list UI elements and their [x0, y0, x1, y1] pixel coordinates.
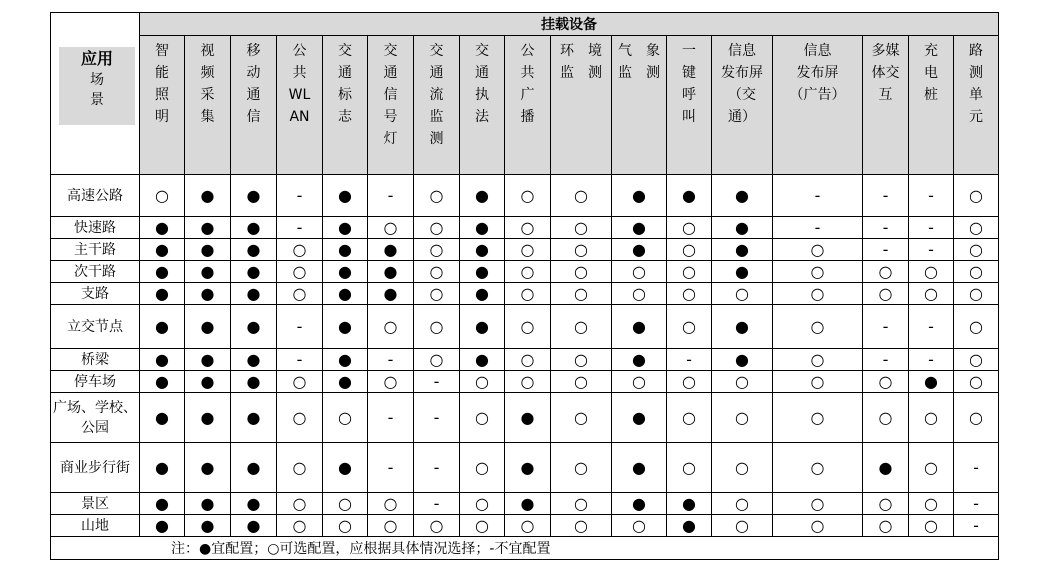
config-cell: ●	[712, 305, 773, 349]
config-cell: ○	[551, 283, 612, 305]
config-cell: ○	[612, 283, 667, 305]
config-cell: ○	[277, 493, 323, 515]
column-header: 交 通 执 法	[460, 36, 505, 175]
config-cell: ●	[185, 349, 231, 371]
scene-label: 快速路	[51, 217, 140, 239]
column-header: 信息 发布屏 （广告）	[773, 36, 863, 175]
column-header: 公 共 广 播	[505, 36, 551, 175]
config-cell: ●	[140, 217, 185, 239]
scene-label: 次干路	[51, 261, 140, 283]
group-title: 挂载设备	[140, 13, 999, 36]
config-cell: ○	[368, 371, 414, 393]
config-cell: ●	[667, 175, 712, 217]
config-cell: ○	[954, 261, 999, 283]
config-cell: ●	[231, 175, 277, 217]
config-cell: ○	[505, 283, 551, 305]
config-cell: ○	[551, 349, 612, 371]
config-cell: ●	[909, 371, 954, 393]
scene-label: 主干路	[51, 239, 140, 261]
config-cell: ●	[231, 305, 277, 349]
config-cell: ○	[909, 393, 954, 443]
config-cell: ○	[667, 217, 712, 239]
config-cell: ○	[954, 217, 999, 239]
config-cell: ○	[460, 515, 505, 537]
config-cell: ●	[140, 305, 185, 349]
column-header: 移 动 通 信	[231, 36, 277, 175]
column-header: 交 通 流 监 测	[414, 36, 460, 175]
scene-label: 停车场	[51, 371, 140, 393]
config-cell: ○	[505, 239, 551, 261]
table-row	[51, 217, 999, 239]
config-cell: ○	[909, 261, 954, 283]
config-cell: ○	[323, 393, 368, 443]
column-header: 智 能 照 明	[140, 36, 185, 175]
config-cell: ●	[140, 349, 185, 371]
config-cell: ○	[667, 283, 712, 305]
config-cell: -	[368, 393, 414, 443]
config-cell: -	[277, 305, 323, 349]
config-cell: ○	[551, 443, 612, 493]
config-cell: ●	[185, 515, 231, 537]
config-cell: -	[368, 349, 414, 371]
config-cell: ●	[712, 261, 773, 283]
config-cell: ●	[712, 217, 773, 239]
config-cell: ●	[460, 175, 505, 217]
config-cell: ○	[773, 371, 863, 393]
config-cell: ○	[551, 175, 612, 217]
config-cell: ●	[140, 283, 185, 305]
config-cell: ○	[773, 283, 863, 305]
config-cell: -	[414, 493, 460, 515]
config-cell: ●	[231, 217, 277, 239]
config-cell: ○	[863, 515, 909, 537]
config-cell: -	[773, 217, 863, 239]
config-cell: ●	[140, 371, 185, 393]
config-cell: ●	[612, 493, 667, 515]
table-row	[51, 305, 999, 349]
config-cell: ●	[505, 493, 551, 515]
config-cell: ●	[140, 239, 185, 261]
config-cell: ○	[667, 371, 712, 393]
config-cell: ○	[460, 443, 505, 493]
config-cell: ○	[551, 493, 612, 515]
config-cell: -	[277, 217, 323, 239]
config-cell: ○	[414, 515, 460, 537]
table-row	[51, 283, 999, 305]
config-cell: ○	[773, 239, 863, 261]
config-cell: ●	[185, 175, 231, 217]
config-cell: ○	[277, 443, 323, 493]
config-cell: ●	[185, 371, 231, 393]
scene-label: 广场、学校、公园	[51, 393, 140, 443]
config-cell: ○	[909, 443, 954, 493]
config-cell: ●	[323, 371, 368, 393]
config-cell: ○	[277, 283, 323, 305]
table-row	[51, 349, 999, 371]
config-cell: -	[277, 175, 323, 217]
config-cell: ○	[667, 443, 712, 493]
scene-label: 高速公路	[51, 175, 140, 217]
config-cell: -	[909, 349, 954, 371]
config-cell: ●	[612, 239, 667, 261]
column-header: 交 通 信 号 灯	[368, 36, 414, 175]
config-cell: ●	[460, 261, 505, 283]
config-cell: ●	[460, 349, 505, 371]
config-cell: ○	[277, 239, 323, 261]
legend-note: 注：●宜配置；○可选配置，应根据具体情况选择；-不宜配置	[51, 537, 999, 560]
config-cell: ○	[667, 239, 712, 261]
config-cell: -	[414, 393, 460, 443]
scene-label-line3: 景	[90, 92, 104, 108]
config-cell: -	[414, 371, 460, 393]
table-row	[51, 261, 999, 283]
config-cell: ●	[368, 283, 414, 305]
config-cell: -	[667, 349, 712, 371]
config-cell: ○	[277, 393, 323, 443]
config-cell: ○	[909, 515, 954, 537]
scene-label-line2: 场	[90, 72, 104, 88]
config-cell: ●	[368, 239, 414, 261]
config-cell: ○	[414, 283, 460, 305]
config-cell: ●	[505, 443, 551, 493]
config-cell: ●	[323, 239, 368, 261]
config-cell: -	[414, 443, 460, 493]
config-cell: -	[863, 217, 909, 239]
config-cell: ●	[323, 305, 368, 349]
config-cell: -	[863, 239, 909, 261]
config-cell: ○	[505, 217, 551, 239]
config-cell: ○	[323, 493, 368, 515]
config-cell: ●	[231, 349, 277, 371]
config-cell: ○	[551, 239, 612, 261]
column-header: 路 测 单 元	[954, 36, 999, 175]
config-cell: ○	[773, 515, 863, 537]
config-cell: ○	[954, 371, 999, 393]
config-cell: -	[863, 349, 909, 371]
config-cell: ●	[140, 515, 185, 537]
config-cell: ●	[231, 493, 277, 515]
config-cell: ●	[612, 443, 667, 493]
config-cell: ○	[954, 393, 999, 443]
config-cell: ●	[505, 393, 551, 443]
column-header: 一 键 呼 叫	[667, 36, 712, 175]
config-cell: ○	[863, 283, 909, 305]
config-cell: ○	[505, 349, 551, 371]
config-cell: ○	[773, 443, 863, 493]
config-cell: ○	[954, 283, 999, 305]
config-cell: ○	[612, 261, 667, 283]
config-cell: ●	[231, 443, 277, 493]
config-cell: -	[863, 175, 909, 217]
scene-label: 立交节点	[51, 305, 140, 349]
config-cell: ○	[712, 443, 773, 493]
config-cell: ●	[368, 261, 414, 283]
config-cell: ○	[505, 371, 551, 393]
config-cell: ●	[231, 283, 277, 305]
config-cell: ○	[414, 239, 460, 261]
config-cell: ○	[368, 217, 414, 239]
config-cell: ○	[505, 261, 551, 283]
config-cell: -	[909, 175, 954, 217]
scene-header-cell	[51, 13, 140, 175]
config-cell: ●	[185, 217, 231, 239]
scene-label-line1: 应用	[80, 49, 113, 68]
column-header: 气 象 监 测	[612, 36, 667, 175]
config-cell: ○	[551, 371, 612, 393]
config-cell: ○	[909, 283, 954, 305]
table-row	[51, 239, 999, 261]
config-cell: ●	[185, 239, 231, 261]
config-cell: ●	[612, 217, 667, 239]
config-cell: ○	[551, 217, 612, 239]
config-cell: -	[277, 349, 323, 371]
config-cell: ●	[323, 283, 368, 305]
table-row	[51, 371, 999, 393]
scene-label: 桥梁	[51, 349, 140, 371]
scene-label: 支路	[51, 283, 140, 305]
config-cell: ○	[368, 493, 414, 515]
config-cell: ●	[460, 283, 505, 305]
table-row	[51, 515, 999, 537]
config-cell: ○	[667, 261, 712, 283]
config-cell: ○	[414, 175, 460, 217]
config-cell: ○	[368, 305, 414, 349]
config-cell: ●	[140, 493, 185, 515]
config-cell: ○	[414, 349, 460, 371]
config-cell: ○	[140, 175, 185, 217]
config-cell: ○	[460, 493, 505, 515]
config-cell: ○	[323, 515, 368, 537]
config-cell: ●	[323, 261, 368, 283]
config-cell: ○	[863, 493, 909, 515]
config-cell: ○	[863, 393, 909, 443]
equipment-table	[50, 12, 999, 560]
config-cell: ○	[773, 349, 863, 371]
config-cell: ●	[667, 493, 712, 515]
config-cell: ○	[505, 515, 551, 537]
config-cell: ○	[414, 217, 460, 239]
config-cell: ●	[185, 305, 231, 349]
config-cell: ○	[414, 305, 460, 349]
config-cell: ●	[667, 515, 712, 537]
config-cell: ●	[460, 239, 505, 261]
config-cell: ●	[231, 515, 277, 537]
config-cell: ●	[185, 283, 231, 305]
config-cell: ○	[773, 305, 863, 349]
config-cell: ○	[773, 493, 863, 515]
table-row	[51, 175, 999, 217]
config-cell: ●	[712, 349, 773, 371]
config-cell: ○	[667, 393, 712, 443]
column-header: 公 共 WL AN	[277, 36, 323, 175]
column-header: 充 电 桩	[909, 36, 954, 175]
config-cell: ○	[712, 515, 773, 537]
config-cell: ○	[277, 515, 323, 537]
scene-label: 商业步行街	[51, 443, 140, 493]
config-cell: ○	[909, 493, 954, 515]
config-cell: ○	[460, 393, 505, 443]
column-header: 视 频 采 集	[185, 36, 231, 175]
scene-header-label	[59, 47, 135, 125]
config-cell: -	[773, 175, 863, 217]
config-cell: ●	[231, 393, 277, 443]
config-cell: ○	[551, 515, 612, 537]
config-cell: -	[954, 443, 999, 493]
config-cell: ○	[612, 515, 667, 537]
config-cell: -	[909, 217, 954, 239]
config-cell: ●	[323, 217, 368, 239]
config-cell: ○	[712, 493, 773, 515]
scene-label: 景区	[51, 493, 140, 515]
config-cell: ○	[712, 393, 773, 443]
table-row	[51, 393, 999, 443]
config-cell: ○	[551, 261, 612, 283]
config-cell: ●	[140, 393, 185, 443]
scene-label: 山地	[51, 515, 140, 537]
config-cell: ○	[277, 261, 323, 283]
config-cell: ●	[460, 305, 505, 349]
config-cell: ○	[460, 371, 505, 393]
config-cell: ○	[551, 393, 612, 443]
config-cell: ○	[667, 305, 712, 349]
config-cell: ○	[773, 261, 863, 283]
column-header: 交 通 标 志	[323, 36, 368, 175]
config-cell: ●	[323, 443, 368, 493]
config-cell: ○	[612, 371, 667, 393]
config-cell: -	[368, 443, 414, 493]
config-cell: ●	[185, 393, 231, 443]
config-cell: ●	[863, 443, 909, 493]
config-cell: ○	[954, 175, 999, 217]
config-cell: ●	[231, 261, 277, 283]
config-cell: ○	[954, 239, 999, 261]
config-cell: ○	[712, 283, 773, 305]
config-cell: ●	[231, 371, 277, 393]
column-header: 多媒 体交 互	[863, 36, 909, 175]
config-cell: ●	[712, 175, 773, 217]
column-header: 环 境 监 测	[551, 36, 612, 175]
config-cell: -	[863, 305, 909, 349]
config-cell: ○	[712, 371, 773, 393]
config-cell: ○	[551, 305, 612, 349]
config-cell: ○	[368, 515, 414, 537]
config-cell: ●	[323, 349, 368, 371]
config-cell: ●	[612, 175, 667, 217]
config-cell: ●	[612, 305, 667, 349]
config-cell: ○	[863, 371, 909, 393]
config-cell: ●	[231, 239, 277, 261]
config-cell: ●	[612, 393, 667, 443]
config-cell: ○	[954, 305, 999, 349]
config-cell: ●	[460, 217, 505, 239]
config-cell: ●	[185, 261, 231, 283]
config-cell: ●	[140, 261, 185, 283]
config-cell: ○	[277, 371, 323, 393]
config-cell: ●	[712, 239, 773, 261]
config-cell: -	[954, 493, 999, 515]
config-cell: -	[909, 305, 954, 349]
config-cell: ○	[863, 261, 909, 283]
config-cell: -	[368, 175, 414, 217]
config-cell: ○	[414, 261, 460, 283]
config-cell: ●	[140, 443, 185, 493]
config-cell: ●	[185, 443, 231, 493]
config-cell: ○	[954, 349, 999, 371]
config-cell: ●	[185, 493, 231, 515]
config-cell: ○	[505, 305, 551, 349]
config-cell: ○	[773, 393, 863, 443]
config-cell: -	[909, 239, 954, 261]
config-cell: -	[954, 515, 999, 537]
column-header: 信息 发布屏 （交 通）	[712, 36, 773, 175]
config-cell: ●	[612, 349, 667, 371]
table-row	[51, 493, 999, 515]
config-cell: ○	[505, 175, 551, 217]
table-row	[51, 443, 999, 493]
config-cell: ●	[323, 175, 368, 217]
